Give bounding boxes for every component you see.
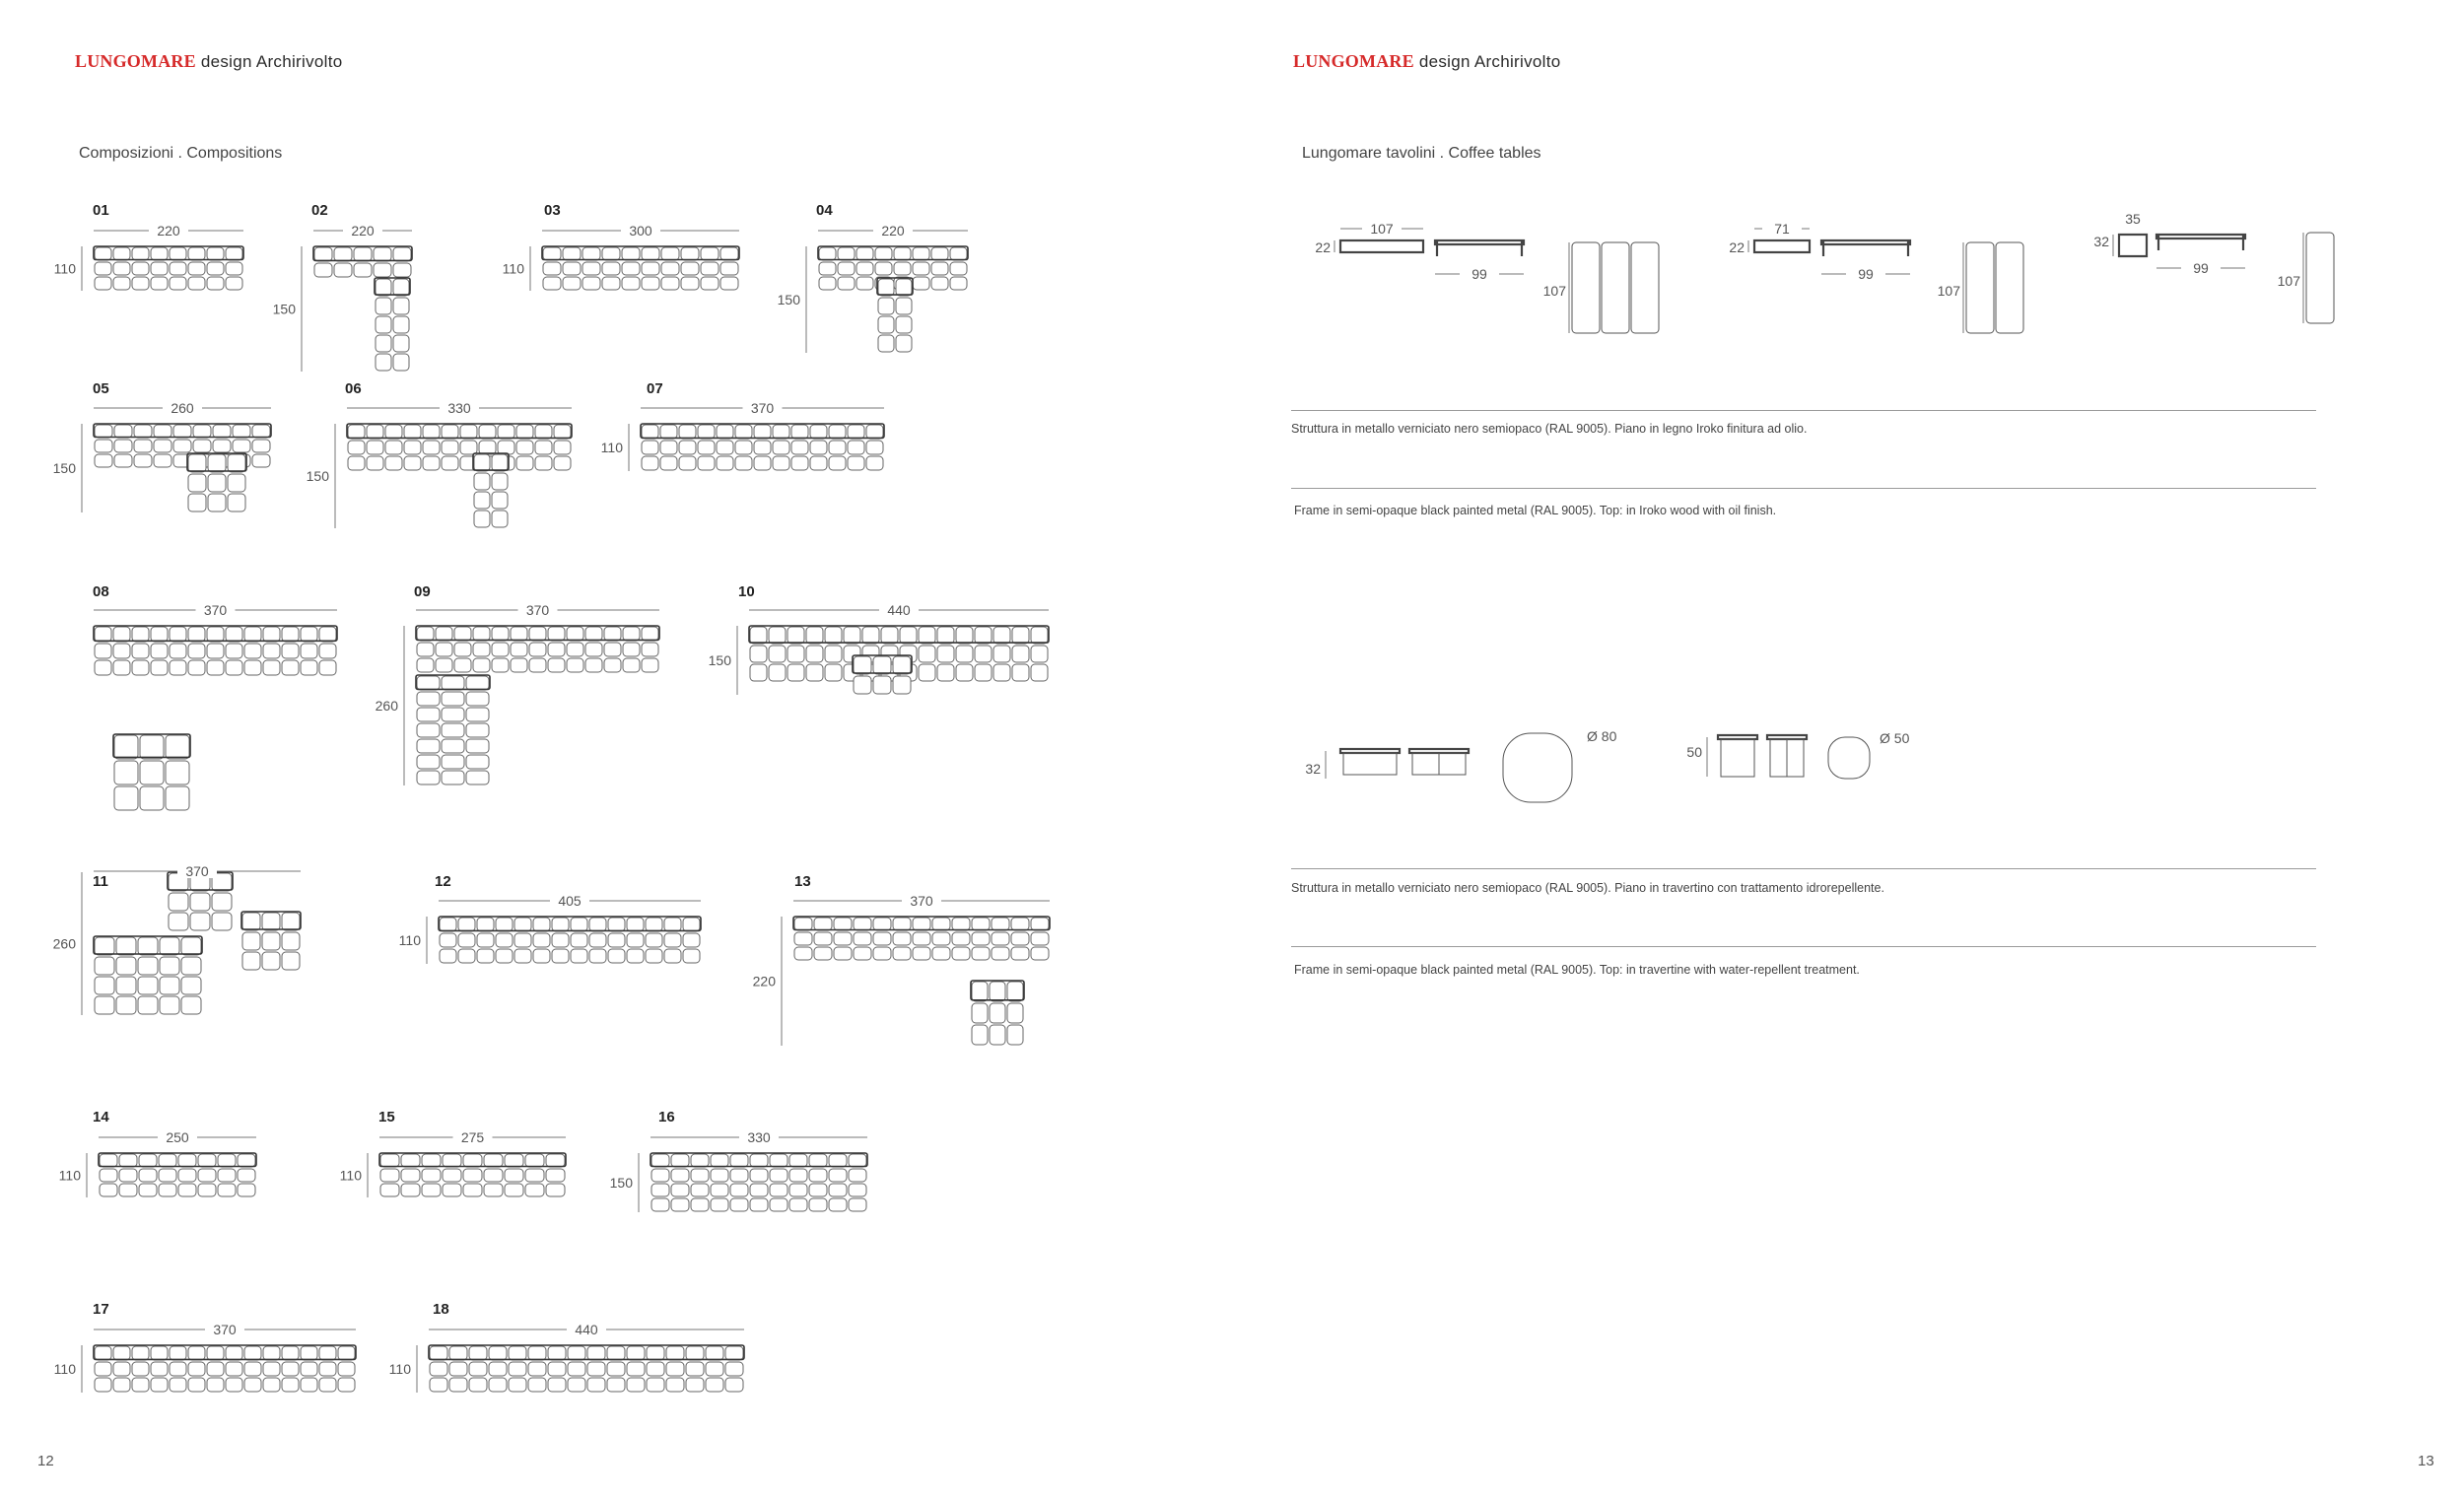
depth-dimension: 110	[600, 440, 623, 455]
left-header	[75, 51, 343, 72]
sofa-modules	[348, 425, 571, 470]
sofa-modules	[794, 918, 1049, 960]
composition-diagram	[306, 394, 591, 532]
depth-dimension: 220	[752, 973, 776, 989]
depth-dimension: 110	[388, 1361, 411, 1377]
width-dimension: 370	[525, 602, 550, 618]
width-dimension: 370	[750, 400, 775, 416]
width-dimension: 99	[1858, 266, 1874, 282]
depth-dimension: 260	[52, 935, 76, 952]
width-dimension: 440	[887, 602, 911, 618]
brand-name: LUNGOMARE	[75, 51, 196, 71]
sofa-modules	[114, 735, 189, 810]
note-wood-en: Frame in semi-opaque black painted metal (RAL 9005). Top: in Iroko wood with oil finish.	[1294, 504, 1777, 517]
composition-number: 14	[93, 1109, 109, 1125]
coffee-table-travertine	[1686, 729, 1917, 828]
composition-number: 01	[93, 202, 109, 219]
composition-number: 10	[738, 583, 755, 600]
sofa-modules	[430, 1346, 743, 1392]
sofa-modules	[972, 982, 1023, 1045]
width-dimension: 300	[629, 223, 652, 239]
sofa-modules	[242, 913, 300, 970]
width-dimension: 330	[747, 1129, 771, 1145]
length-dimension: 107	[1542, 283, 1566, 299]
composition-number: 03	[544, 202, 561, 219]
composition-diagram	[601, 1124, 897, 1271]
sofa-modules	[169, 873, 232, 930]
composition-diagram	[39, 857, 355, 1084]
height-dimension: 32	[1305, 761, 1321, 777]
composition-diagram	[39, 1124, 276, 1242]
width-dimension: 107	[1370, 221, 1394, 237]
section-title-compositions: Composizioni . Compositions	[79, 145, 283, 162]
composition-number: 05	[93, 380, 109, 397]
sofa-modules	[95, 247, 242, 290]
width-dimension: 370	[185, 863, 209, 879]
depth-dimension: 150	[306, 468, 329, 484]
sofa-modules	[543, 247, 738, 290]
composition-number: 06	[345, 380, 362, 397]
page-number-right: 13	[2418, 1453, 2434, 1469]
width-dimension: 71	[1774, 221, 1790, 237]
depth-dimension: 110	[53, 1361, 76, 1377]
length-dimension: 107	[2277, 273, 2300, 289]
sofa-modules	[417, 627, 658, 672]
note-travertine-it: Struttura in metallo verniciato nero semiopaco (RAL 9005). Piano in travertino con trattamento idrorepellente.	[1291, 881, 1884, 895]
width-dimension: 330	[447, 400, 471, 416]
sofa-modules	[100, 1154, 255, 1196]
length-dimension: 107	[1937, 283, 1960, 299]
depth-dimension: 110	[502, 260, 524, 277]
composition-diagram	[325, 1124, 582, 1242]
note-travertine-en: Frame in semi-opaque black painted metal (RAL 9005). Top: in travertine with water-repellent treatment.	[1294, 963, 1860, 977]
composition-number: 08	[93, 583, 109, 600]
depth-dimension: 110	[58, 1167, 81, 1184]
depth-dimension: 150	[777, 292, 800, 307]
composition-diagram	[591, 394, 917, 503]
right-header	[1293, 51, 1561, 72]
height-dimension: 22	[1729, 239, 1745, 255]
diameter-label: Ø 80	[1587, 728, 1617, 744]
composition-number: 12	[435, 873, 451, 890]
width-dimension: 275	[460, 1129, 485, 1145]
sofa-modules	[376, 279, 409, 371]
composition-number: 07	[647, 380, 663, 397]
depth-dimension: 110	[339, 1167, 362, 1184]
page-number-left: 12	[37, 1453, 54, 1469]
table-top-plank	[1602, 242, 1629, 333]
composition-number: 17	[93, 1301, 109, 1318]
composition-number: 18	[433, 1301, 449, 1318]
sofa-modules	[188, 454, 245, 511]
width-dimension: 220	[157, 223, 180, 239]
divider	[1291, 946, 2316, 947]
composition-diagram	[39, 394, 276, 532]
round-table-top	[1503, 733, 1572, 802]
width-dimension: 35	[2125, 211, 2141, 227]
composition-number: 13	[794, 873, 811, 890]
composition-number: 09	[414, 583, 431, 600]
depth-dimension: 150	[609, 1175, 633, 1191]
table-top-plank	[2306, 233, 2334, 323]
width-dimension: 405	[558, 893, 582, 909]
table-top-plank	[1966, 242, 1994, 333]
composition-diagram	[749, 887, 1064, 1084]
composition-diagram	[388, 1316, 749, 1434]
composition-diagram	[39, 596, 355, 823]
width-dimension: 440	[575, 1322, 598, 1337]
coffee-table-wood	[2080, 207, 2454, 335]
width-dimension: 220	[881, 223, 905, 239]
composition-diagram	[493, 217, 769, 325]
round-table-top	[1828, 737, 1870, 779]
depth-dimension: 260	[375, 698, 398, 714]
width-dimension: 250	[166, 1129, 189, 1145]
width-dimension: 370	[213, 1322, 237, 1337]
composition-diagram	[394, 887, 729, 1015]
coffee-table-wood	[1715, 217, 2089, 345]
depth-dimension: 150	[708, 652, 731, 668]
width-dimension: 220	[351, 223, 375, 239]
table-top-plank	[1996, 242, 2023, 333]
depth-dimension: 110	[398, 932, 421, 948]
sofa-modules	[642, 425, 883, 470]
sofa-modules	[417, 676, 489, 784]
width-dimension: 260	[171, 400, 194, 416]
composition-diagram	[779, 217, 995, 355]
coffee-table-travertine	[1301, 729, 1626, 828]
table-top-plank	[1572, 242, 1600, 333]
table-top-plank	[1631, 242, 1659, 333]
sofa-modules	[380, 1154, 565, 1196]
sofa-modules	[440, 918, 700, 963]
sofa-modules	[95, 937, 201, 1014]
composition-diagram	[375, 596, 680, 813]
composition-diagram	[700, 596, 1055, 744]
depth-dimension: 150	[52, 460, 76, 476]
composition-number: 16	[658, 1109, 675, 1125]
coffee-table-wood	[1301, 217, 1676, 345]
sofa-modules	[314, 247, 411, 277]
brand-designer: design Archirivolto	[1418, 52, 1561, 71]
composition-number: 04	[816, 202, 833, 219]
brand-name: LUNGOMARE	[1293, 51, 1414, 71]
composition-diagram	[39, 217, 266, 325]
height-dimension: 50	[1686, 744, 1702, 760]
diameter-label: Ø 50	[1880, 730, 1910, 746]
divider	[1291, 410, 2316, 411]
sofa-modules	[95, 627, 336, 675]
composition-number: 11	[93, 873, 108, 890]
depth-dimension: 110	[53, 260, 76, 277]
sofa-modules	[878, 279, 912, 352]
brand-designer: design Archirivolto	[200, 52, 343, 71]
composition-diagram	[39, 1316, 355, 1434]
section-title-coffee-tables: Lungomare tavolini . Coffee tables	[1302, 145, 1541, 162]
sofa-modules	[651, 1154, 866, 1211]
composition-number: 15	[378, 1109, 395, 1125]
sofa-modules	[95, 1346, 355, 1392]
composition-number: 02	[311, 202, 328, 219]
width-dimension: 370	[910, 893, 933, 909]
note-wood-it: Struttura in metallo verniciato nero semiopaco (RAL 9005). Piano in legno Iroko finitura ad olio.	[1291, 422, 1808, 436]
width-dimension: 99	[1472, 266, 1487, 282]
height-dimension: 22	[1315, 239, 1331, 255]
height-dimension: 32	[2093, 234, 2109, 249]
composition-diagram	[266, 217, 483, 355]
divider	[1291, 868, 2316, 869]
depth-dimension: 150	[272, 301, 296, 317]
divider	[1291, 488, 2316, 489]
width-dimension: 370	[203, 602, 228, 618]
width-dimension: 99	[2193, 260, 2209, 276]
